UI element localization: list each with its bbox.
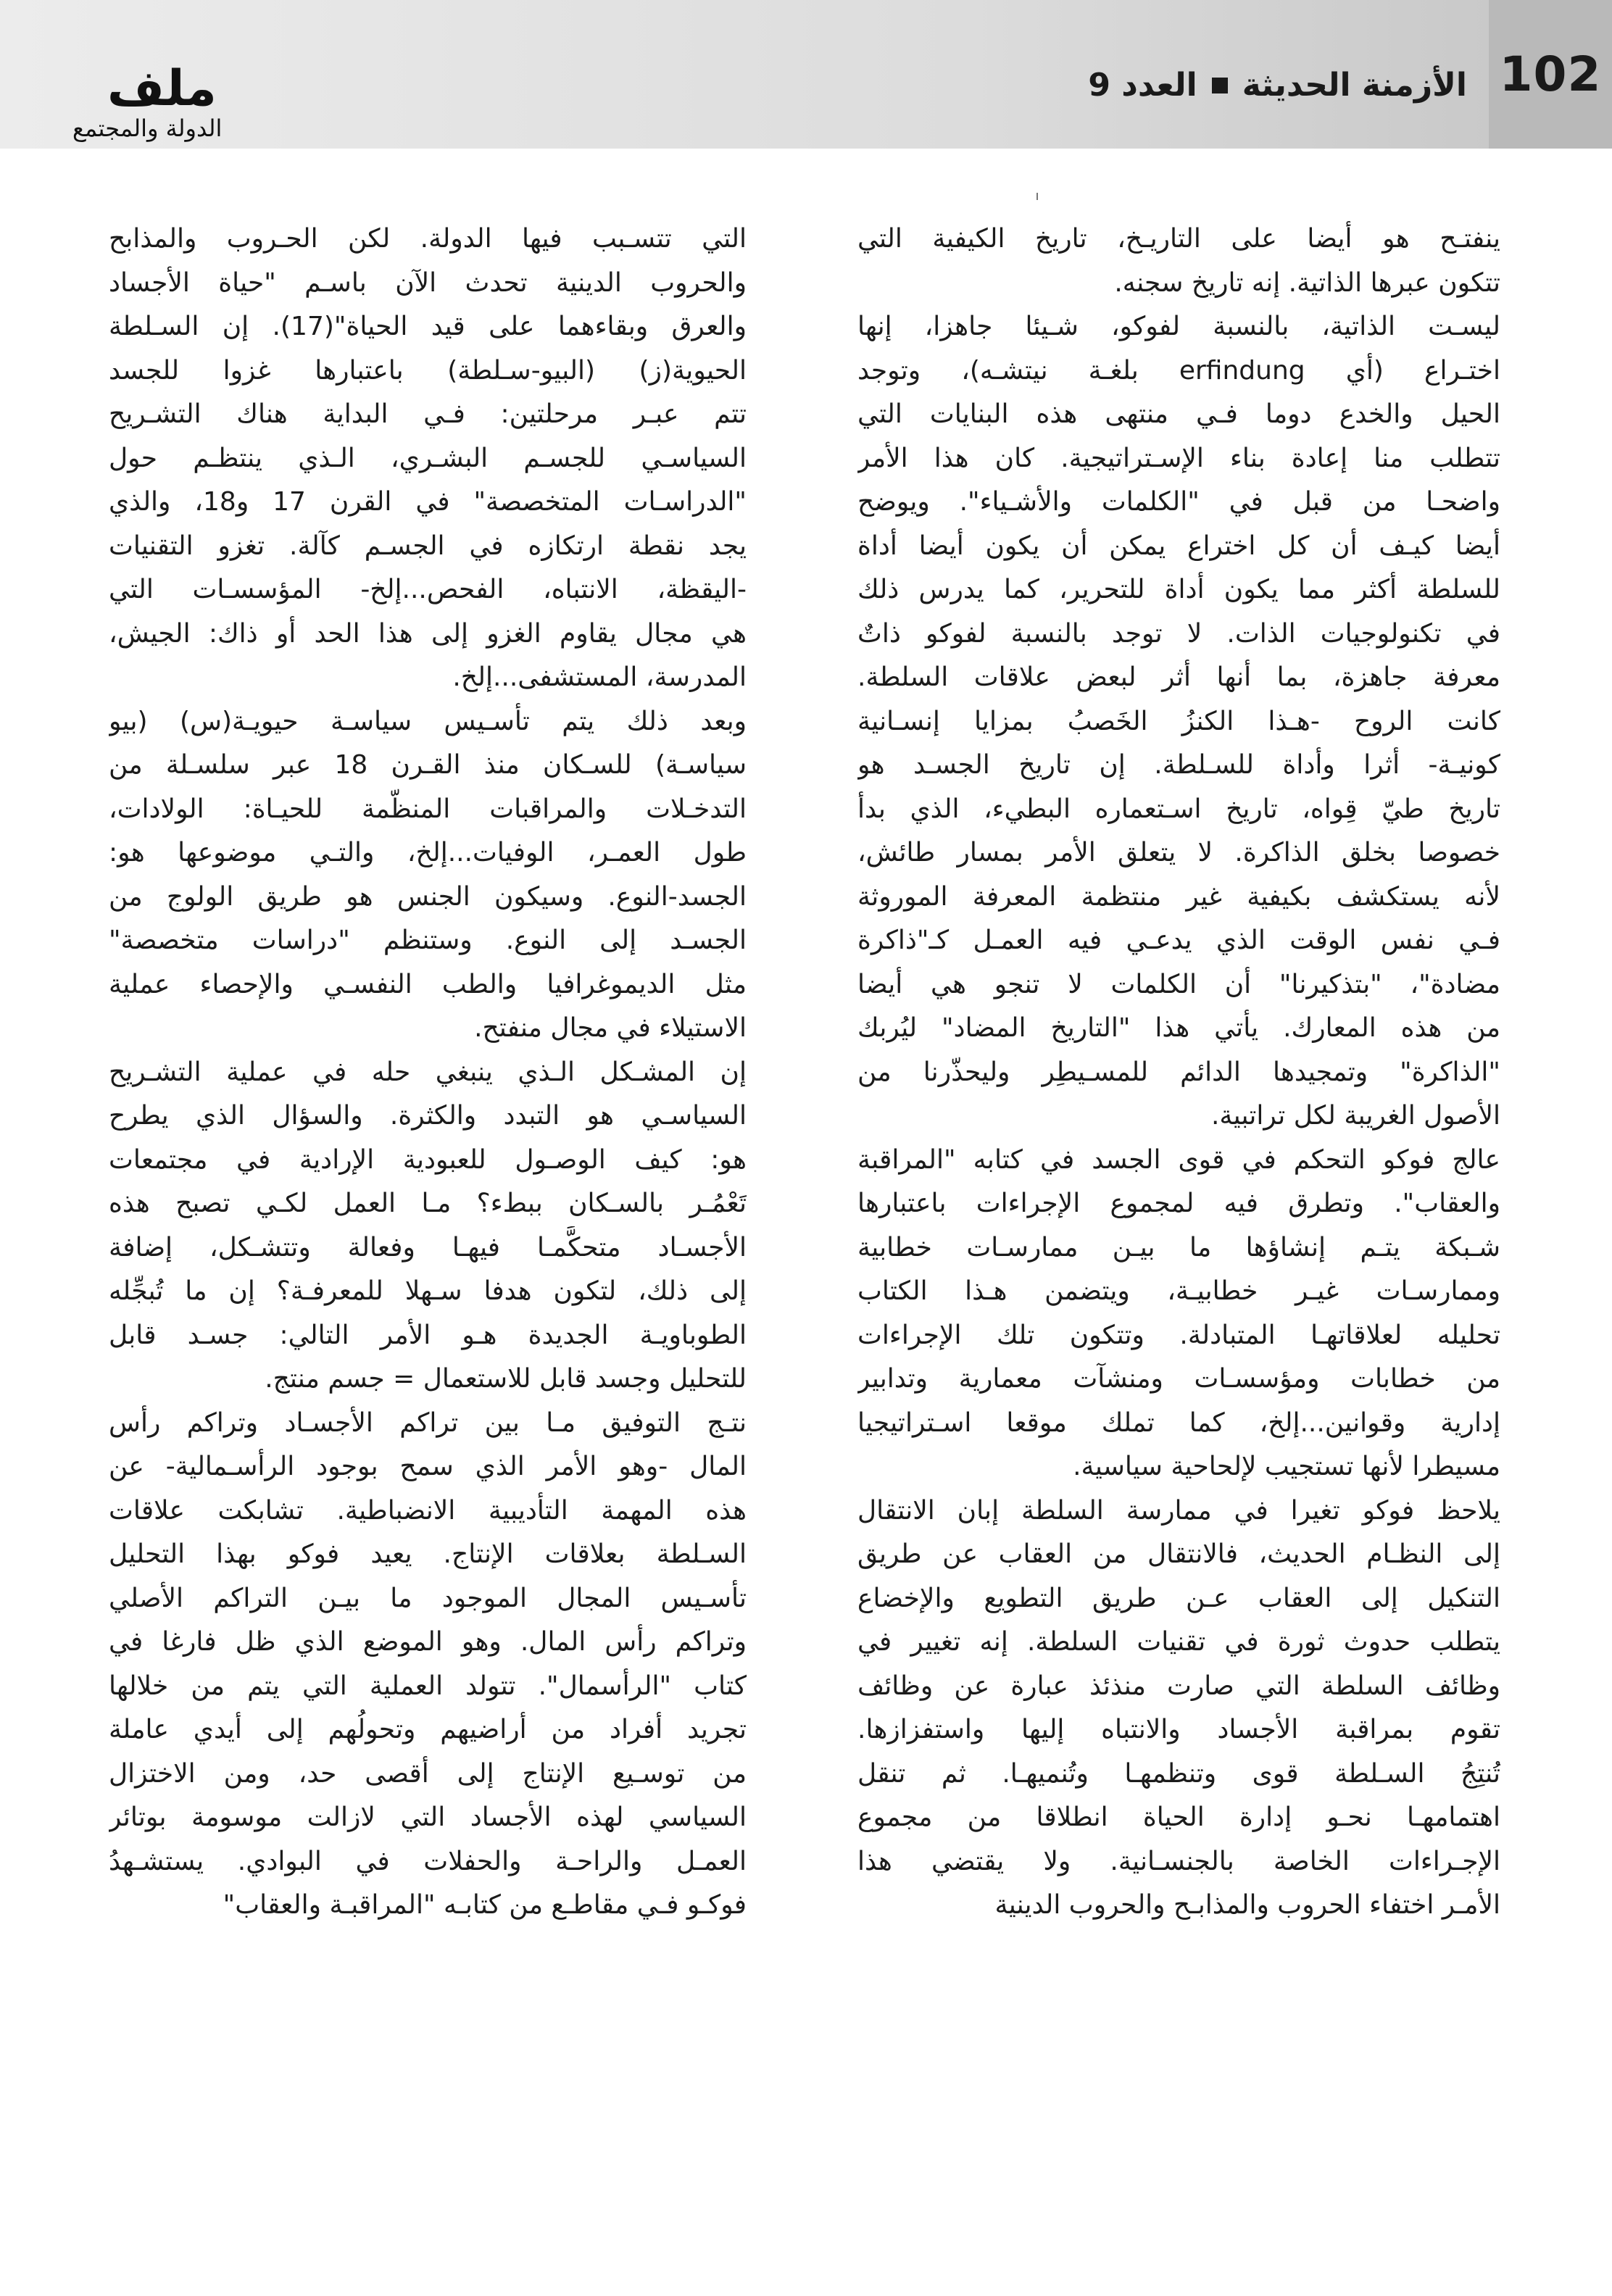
text-line: وتراكم رأس المال. وهو الموضع الذي ظل فارغا في [109,1627,747,1657]
text-line: فوكـو فـي مقاطـع من كتابـه "المراقبـة والعقاب" [223,1890,747,1920]
text-line: السياسـي للجسـم البشـري، الـذي ينتظـم حول [109,443,747,473]
text-line: ينفتـح هو أيضا على التاريـخ، تاريخ الكيفية التي [857,224,1500,254]
text-line: كانت الروح -هـذا الكنزُ الخَصبُ بمزايا إنسـانية [857,706,1500,736]
text-line: تاريخ طيّ قِواه، تاريخ اسـتعماره البطيء، الذي بدأ [857,794,1500,824]
text-line: والحروب الدينية تحدث الآن باسـم "حياة الأجساد [109,267,747,298]
text-line: لأنه يستكشف بكيفية غير منتظمة المعرفة الموروثة [857,881,1500,912]
text-line: من توسـيع الإنتاج إلى أقصى حد، ومن الاختزال [109,1758,747,1789]
text-line: يلاحظ فوكو تغيرا في ممارسة السلطة إبان الانتقال [857,1495,1500,1526]
text-line: تقوم بمراقبة الأجساد والانتباه إليها واستفزازها. [857,1715,1500,1744]
text-line: المدرسة، المستشفى...إلخ. [452,662,747,692]
text-line: الجسد-النوع. وسيكون الجنس هو طريق الولوج من [109,881,747,912]
text-line: يجد نقطة ارتكازه في الجسـم كآلة. تغزو التقنيات [109,531,747,561]
text-line: تجريد أفراد من أراضيهم وتحولُهم إلى أيدي عاملة [109,1715,747,1744]
text-line: فـي نفس الوقت الذي يدعـي فيه العمـل كـ"ذاكرة [857,926,1500,955]
text-line: الأمـر اختفاء الحروب والمذابـح والحروب الدينية [994,1890,1500,1920]
section-subtitle: الدولة والمجتمع [72,115,223,142]
text-line: مثل الديموغرافيا والطب النفسـي والإحصاء عملية [109,969,747,999]
text-line: اهتمامهـا نحـو إدارة الحياة انطلاقا من مجموع [857,1802,1500,1832]
text-line: وبعد ذلك يتم تأسـيس سياسـة حيويـة(س) (بيو [109,706,747,736]
section-title: ملف [107,60,217,117]
running-head [1088,67,1467,104]
text-line: إدارية وقوانين...إلخ، كما تملك موقعا اسـتراتيجيا [857,1407,1500,1438]
text-line: المال -وهو الأمر الذي سمح بوجود الرأسـمالية- عن [109,1452,747,1481]
text-line: السـلطة بعلاقات الإنتاج. يعيد فوكو بهذا التحليل [109,1539,747,1569]
text-line: الأجسـاد متحكَّمـا فيهـا وفعالة وتتشـكل، إضافة [109,1232,747,1263]
text-line: التدخـلات والمراقبات المنظّمة للحيـاة: الولادات، [109,794,747,824]
text-line: من هذه المعارك. يأتي هذا "التاريخ المضاد" ليُربك [857,1013,1500,1043]
text-column-right [857,217,1500,1928]
text-line: من خطابات ومؤسسـات ومنشآت معمارية وتدابير [857,1364,1500,1394]
text-line: كتاب "الرأسمال". تتولد العملية التي يتم من خلالها [109,1671,747,1701]
text-line: معرفة جاهزة، بما أنها أثر لبعض علاقات السلطة. [857,662,1500,692]
text-line: يتطلب حدوث ثورة في تقنيات السلطة. إنه تغيير في [857,1627,1500,1657]
text-line: العمـل والراحـة والحفلات في البوادي. يستشـهدُ [109,1846,747,1876]
text-line: التي تتسـبب فيها الدولة. لكن الحـروب والمذابح [109,224,747,254]
text-line: الجسـد إلى النوع. وستنظم "دراسات متخصصة" [109,926,747,955]
text-line: إن المشـكل الـذي ينبغي حله في عملية التشـريح [109,1057,747,1087]
text-line: للتحليل وجسد قابل للاستعمال = جسم منتج. [265,1364,747,1394]
text-line: اختـراع (أي erfindung بلغـة نيتشـه)، وتوجد [857,355,1500,386]
text-line: خصوصا بخلق الذاكرة. لا يتعلق الأمر بمسار طائش، [857,838,1500,868]
text-line: الأصول الغريبة لكل تراتبية. [1210,1101,1500,1131]
page-number: 102 [1499,46,1602,102]
text-line: شـبكة يتـم إنشاؤها ما بيـن ممارسـات خطابية [857,1232,1500,1263]
text-line: التنكيل إلى العقاب عـن طريق التطويع والإخضاع [857,1583,1500,1613]
text-line: طول العمـر، الوفيات...إلخ، والتـي موضوعها هو: [109,838,747,868]
page-header [0,0,1612,149]
text-line: كونيـة- أثرا وأداة للسـلطة. إن تاريخ الجسـد هو [857,750,1500,780]
issue-label: العدد 9 [1088,67,1197,104]
journal-name: الأزمنة الحديثة [1242,67,1467,104]
text-line: تحليله لعلاقاتهـا المتبادلة. وتتكون تلك الإجراءات [857,1320,1500,1350]
text-line: الاستيلاء في مجال منفتح. [474,1013,747,1043]
text-line: أيضا كيـف أن كل اختراع يمكن أن يكون أيضا أداة [857,531,1500,561]
text-line: تتكون عبرها الذاتية. إنه تاريخ سجنه. [1114,267,1500,298]
text-line: الطوباويـة الجديدة هـو الأمر التالي: جسـد قابل [109,1320,747,1350]
text-line: واضحـا من قبل في "الكلمات والأشـياء". ويوضح [857,487,1500,517]
text-line: السياسي لهذه الأجساد التي لازالت موسومة بوتائر [109,1802,747,1832]
text-line: عالج فوكو التحكم في قوى الجسد في كتابه "المراقبة [857,1144,1500,1175]
text-line: إلى النظـام الحديث، فالانتقال من العقاب عن طريق [857,1539,1500,1569]
text-line: "الذاكرة" وتمجيدها الدائم للمسـيطِر وليحذّرنا من [857,1057,1500,1087]
text-line: ليسـت الذاتية، بالنسبة لفوكو، شـيئا جاهزا، إنها [857,312,1500,341]
square-separator-icon [1212,78,1228,93]
text-line: وظائف السلطة التي صارت منذئذ عبارة عن وظائف [857,1671,1500,1701]
text-line: هذه المهمة التأديبية الانضباطية. تشابكت علاقات [109,1495,747,1526]
text-line: تُنتِجُ السـلطة قوى وتنظمهـا وتُنميهـا. ثم تنقل [857,1758,1500,1789]
text-line: والعرق وبقاءهما على قيد الحياة"(17). إن السـلطة [109,312,747,341]
text-line: تتطلب منا إعادة بناء الإسـتراتيجية. كان هذا الأمر [857,443,1500,473]
text-line: إلى ذلك، لتكون هدفا سـهلا للمعرفـة؟ إن ما تُبجِّله [109,1276,747,1306]
text-line: نتـج التوفيق مـا بين تراكم الأجسـاد وتراكم رأس [109,1407,747,1438]
text-line: -اليقظة، الانتباه، الفحص...إلخ- المؤسسـات التي [109,575,747,604]
text-line: هي مجال يقاوم الغزو إلى هذا الحد أو ذاك: الجيش، [109,618,747,649]
text-line: مضادة"، "بتذكيرنا" أن الكلمات لا تنجو هي أيضا [857,969,1500,999]
text-line: وممارسـات غيـر خطابيـة، ويتضمن هـذا الكتاب [857,1276,1500,1306]
text-line: السياسـي هو التبدد والكثرة. والسؤال الذي يطرح [109,1101,747,1131]
text-line: تأسـيس المجال الموجود ما بيـن التراكم الأصلي [109,1583,747,1613]
margin-mark [1036,193,1038,200]
text-column-left [109,217,747,1928]
text-line: سياسـة) للسـكان منذ القـرن 18 عبر سلسـلة من [109,750,747,780]
text-line: الحيل والخدع دوما فـي منتهى هذه البنايات التي [857,399,1500,429]
text-line: للسلطة أكثر مما يكون أداة للتحرير، كما يدرس ذلك [857,575,1500,604]
text-line: مسيطرا لأنها تستجيب لإلحاحية سياسية. [1073,1452,1500,1481]
page-number-tab [1489,0,1612,149]
text-line: الإجـراءات الخاصة بالجنسـانية. ولا يقتضي هذا [857,1846,1500,1876]
text-line: والعقاب". وتطرق فيه لمجموع الإجراءات باعتبارها [857,1189,1500,1218]
text-line: "الدراسـات المتخصصة" في القرن 17 و18، والذي [109,487,747,517]
text-line: تَعْمُـر بالسـكان ببطء؟ مـا العمل لكـي تصبح هذه [109,1189,747,1218]
section-label [64,60,296,142]
text-line: تتم عبـر مرحلتين: فـي البداية هناك التشـريح [109,399,747,429]
text-line: في تكنولوجيات الذات. لا توجد بالنسبة لفوكو ذاتٌ [857,618,1500,649]
text-line: هو: كيف الوصـول للعبودية الإرادية في مجتمعات [109,1144,747,1175]
text-line: الحيوية(ز) (البيو-سـلطة) باعتبارها غزوا للجسد [109,355,747,386]
